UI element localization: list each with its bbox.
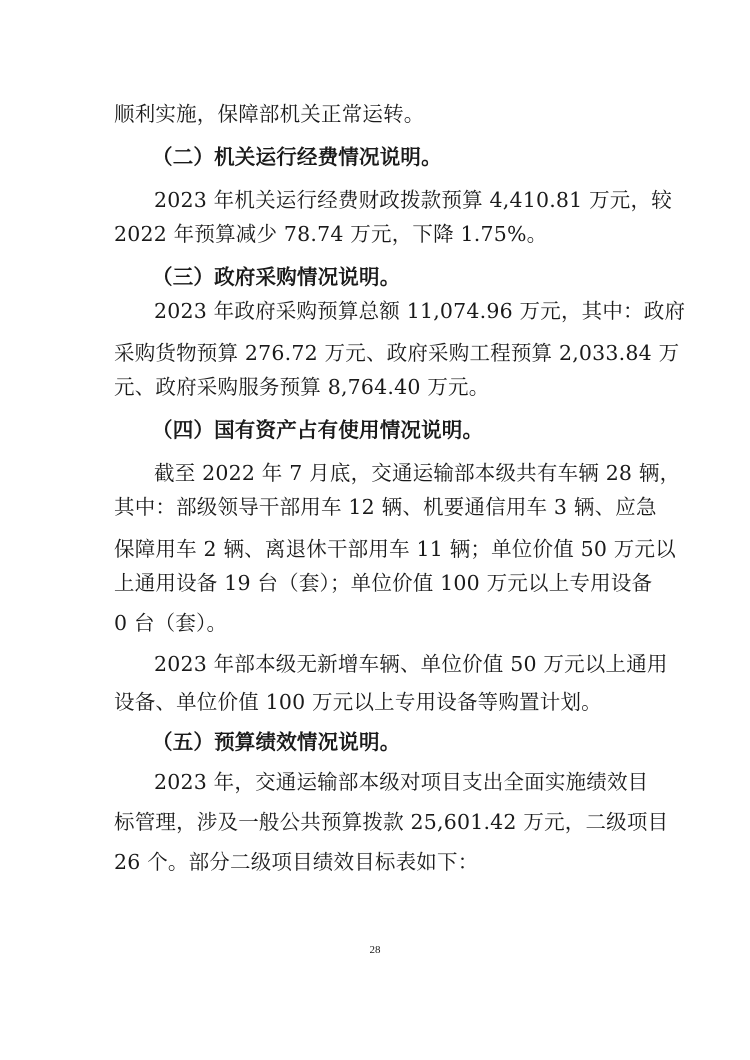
paragraph-line: 2023 年机关运行经费财政拨款预算 4,410.81 万元，较 <box>154 188 672 212</box>
paragraph-line: 保障用车 2 辆、离退休干部用车 11 辆；单位价值 50 万元以 <box>114 537 676 561</box>
paragraph-line: 26 个。部分二级项目绩效目标表如下： <box>114 850 479 874</box>
paragraph-line: 2023 年，交通运输部本级对项目支出全面实施绩效目 <box>154 770 649 794</box>
section-heading-2: （二）机关运行经费情况说明。 <box>152 145 442 169</box>
paragraph-line: 上通用设备 19 台（套）；单位价值 100 万元以上专用设备 <box>114 571 653 595</box>
paragraph-line: 其中：部级领导干部用车 12 辆、机要通信用车 3 辆、应急 <box>114 495 657 519</box>
paragraph-line: 2022 年预算减少 78.74 万元，下降 1.75%。 <box>114 222 548 246</box>
section-heading-4: （四）国有资产占有使用情况说明。 <box>152 418 484 442</box>
paragraph-line: 0 台（套）。 <box>114 611 228 635</box>
paragraph-line: 采购货物预算 276.72 万元、政府采购工程预算 2,033.84 万 <box>114 341 680 365</box>
paragraph-line: 设备、单位价值 100 万元以上专用设备等购置计划。 <box>114 690 602 714</box>
paragraph-line: 截至 2022 年 7 月底，交通运输部本级共有车辆 28 辆， <box>154 461 681 485</box>
section-heading-3: （三）政府采购情况说明。 <box>152 265 401 289</box>
paragraph-line: 顺利实施，保障部机关正常运转。 <box>114 102 425 126</box>
paragraph-line: 2023 年政府采购预算总额 11,074.96 万元，其中：政府 <box>154 299 686 323</box>
paragraph-line: 2023 年部本级无新增车辆、单位价值 50 万元以上通用 <box>154 652 668 676</box>
page-number: 28 <box>369 944 381 956</box>
paragraph-line: 元、政府采购服务预算 8,764.40 万元。 <box>114 375 490 399</box>
paragraph-line: 标管理，涉及一般公共预算拨款 25,601.42 万元，二级项目 <box>114 810 669 834</box>
section-heading-5: （五）预算绩效情况说明。 <box>152 730 401 754</box>
